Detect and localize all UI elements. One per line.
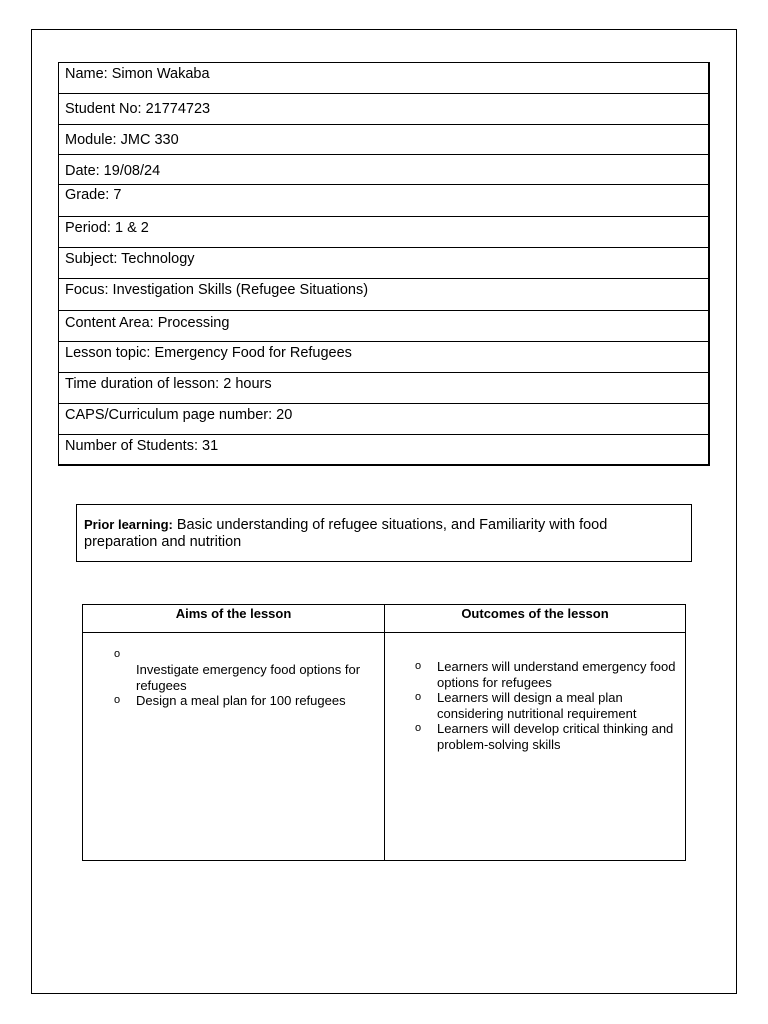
list-item xyxy=(111,650,371,662)
circle-bullet-icon: o xyxy=(415,691,422,703)
info-row-module xyxy=(59,125,708,155)
info-date: Date: 19/08/24 xyxy=(65,163,161,179)
circle-bullet-icon: o xyxy=(415,660,422,672)
info-row-num-students xyxy=(59,435,708,464)
outcome-text: Learners will design a meal plan considering nutritional requirement xyxy=(437,690,637,721)
outcome-text: Learners will understand emergency food options for refugees xyxy=(437,659,676,690)
info-row-caps-page xyxy=(59,404,708,435)
aims-list xyxy=(111,650,371,709)
info-grade: Grade: 7 xyxy=(65,187,122,203)
list-item xyxy=(111,662,371,693)
outcomes-header: Outcomes of the lesson xyxy=(461,606,609,621)
info-row-lesson-topic xyxy=(59,342,708,373)
list-item xyxy=(412,690,677,721)
prior-learning-box xyxy=(76,504,692,562)
info-caps-page: CAPS/Curriculum page number: 20 xyxy=(65,407,293,423)
prior-learning-text: Basic understanding of refugee situations, and Familiarity with food preparation and nutrition xyxy=(84,517,608,550)
outcome-text: Learners will develop critical thinking and problem-solving skills xyxy=(437,721,674,752)
aim-text: Design a meal plan for 100 refugees xyxy=(136,693,346,708)
aim-text: Investigate emergency food options for refugees xyxy=(136,662,361,693)
info-row-date xyxy=(59,155,708,185)
info-row-period xyxy=(59,217,708,248)
info-name: Name: Simon Wakaba xyxy=(65,66,210,82)
info-period: Period: 1 & 2 xyxy=(65,220,149,236)
info-focus: Focus: Investigation Skills (Refugee Situations) xyxy=(65,282,369,298)
info-row-duration xyxy=(59,373,708,404)
info-student-no: Student No: 21774723 xyxy=(65,101,211,117)
info-row-content-area xyxy=(59,311,708,342)
circle-bullet-icon: o xyxy=(415,722,422,734)
info-subject: Subject: Technology xyxy=(65,251,195,267)
info-lesson-topic: Lesson topic: Emergency Food for Refugees xyxy=(65,345,352,361)
circle-bullet-icon: o xyxy=(114,694,121,706)
list-item xyxy=(412,721,677,752)
info-content-area: Content Area: Processing xyxy=(65,315,230,331)
info-num-students: Number of Students: 31 xyxy=(65,438,219,454)
info-row-focus xyxy=(59,279,708,311)
info-row-grade xyxy=(59,185,708,217)
outcomes-list xyxy=(412,659,677,752)
info-module: Module: JMC 330 xyxy=(65,132,179,148)
info-row-student-no xyxy=(59,94,708,125)
circle-bullet-icon: o xyxy=(114,648,121,660)
info-row-name xyxy=(59,63,708,94)
prior-learning-label: Prior learning: xyxy=(84,517,173,532)
aims-outcomes-table xyxy=(82,604,686,861)
column-divider xyxy=(384,605,385,860)
aims-header: Aims of the lesson xyxy=(175,606,292,621)
info-row-subject xyxy=(59,248,708,279)
info-duration: Time duration of lesson: 2 hours xyxy=(65,376,272,392)
list-item xyxy=(412,659,677,690)
student-info-table xyxy=(58,62,710,466)
list-item xyxy=(111,693,371,709)
